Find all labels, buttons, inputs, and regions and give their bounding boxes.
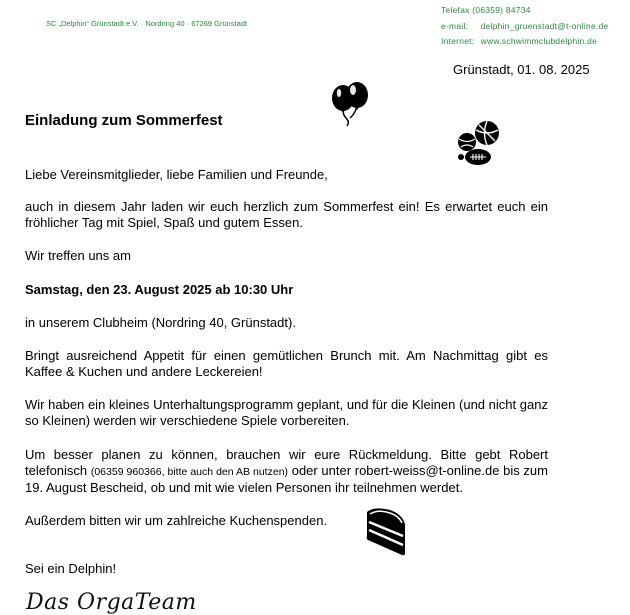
cake-slice-icon — [364, 506, 408, 563]
rsvp-phone-note: (06359 960366, bitte auch den AB nutzen) — [90, 466, 289, 478]
rsvp-paragraph — [25, 447, 548, 496]
brunch-paragraph: Bringt ausreichend Appetit für einen gemütlichen Brunch mit. Am Nachmittag gibt es Kaffee & Kuchen und andere Leckereien! — [25, 348, 548, 379]
contact-email-value[interactable]: delphin_gruenstadt@t-online.de — [480, 20, 609, 31]
contact-fax-value: (06359) 84734 — [472, 5, 531, 15]
contact-internet — [441, 34, 609, 50]
intro-paragraph: auch in diesem Jahr laden wir euch herzlich zum Sommerfest ein! Es erwartet euch ein fröhlicher Tag mit Spiel, Spaß und gutem Essen. — [25, 199, 548, 230]
cakes-line: Außerdem bitten wir um zahlreiche Kuchenspenden. — [25, 513, 328, 528]
greeting: Liebe Vereinsmitglieder, liebe Familien und Freunde, — [25, 167, 328, 182]
club-address: SC „Delphin“ Grünstadt e.V. · Nordring 40 · 67269 Grünstadt — [46, 19, 248, 28]
event-datetime: Samstag, den 23. August 2025 ab 10:30 Uhr — [25, 282, 294, 297]
signature: Das OrgaTeam — [26, 590, 197, 615]
contact-fax-label: Telefax — [441, 5, 470, 15]
balloons-icon — [330, 80, 372, 131]
contact-email-label: e-mail: — [441, 20, 469, 31]
letter-title: Einladung zum Sommerfest — [25, 112, 223, 129]
rsvp-text-1: Um besser planen zu können, brauchen wir eure Rückmeldung. Bitte gebt Robert telefonisch — [25, 447, 548, 478]
contact-fax — [441, 3, 609, 19]
rsvp-text-2: oder unter robert-weiss@t-online.de bis zum 19. August Bescheid, ob und mit wie vielen Personen ihr teilnehmen werdet. — [25, 463, 548, 495]
program-paragraph: Wir haben ein kleines Unterhaltungsprogramm geplant, und für die Kleinen (und nicht ganz so Kleinen) werden wir verschiedene Spiele vorbereiten. — [25, 397, 548, 428]
meet-line: Wir treffen uns am — [25, 248, 131, 263]
date-line: Grünstadt, 01. 08. 2025 — [453, 62, 590, 77]
contact-email — [441, 19, 609, 35]
contact-block — [441, 3, 609, 50]
contact-internet-label: Internet: — [441, 36, 475, 46]
location-line: in unserem Clubheim (Nordring 40, Grünstadt). — [25, 315, 296, 330]
sports-balls-icon — [456, 120, 502, 173]
contact-internet-value[interactable]: www.schwimmclubdelphin.de — [480, 36, 598, 46]
closing-line: Sei ein Delphin! — [25, 561, 117, 576]
